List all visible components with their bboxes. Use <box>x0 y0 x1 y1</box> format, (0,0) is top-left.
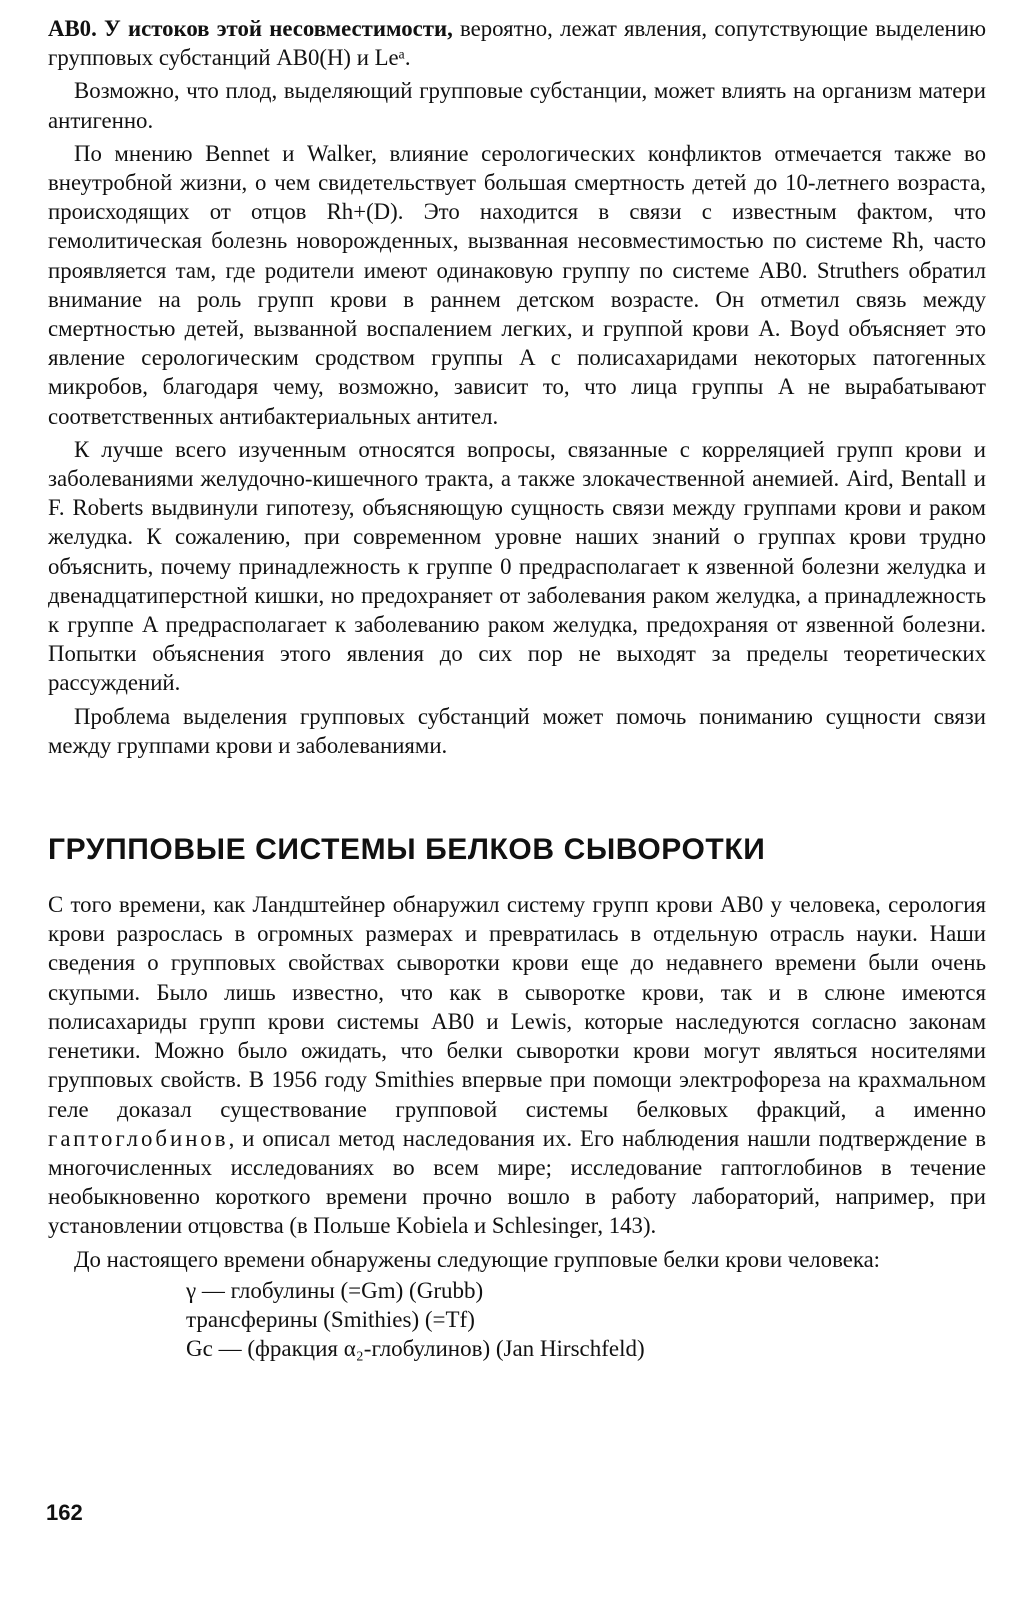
paragraph-2: Возможно, что плод, выделяющий групповые субстанции, может влиять на организм матери антигенно. <box>48 78 986 133</box>
section-paragraph <box>48 890 986 1240</box>
section-paragraph-spaced-term: гаптоглобинов <box>48 1125 229 1151</box>
paragraph-5: Проблема выделения групповых субстанций может помочь пониманию сущности связи между группами крови и заболеваниями. <box>48 703 986 758</box>
section-heading: ГРУППОВЫЕ СИСТЕМЫ БЕЛКОВ СЫВОРОТКИ <box>48 833 766 867</box>
paragraph-4: К лучше всего изученным относятся вопросы, связанные с корреляцией групп крови и заболеваниями желудочно-кишечного тракта, а также злокачественной анемией. Aird, Bentall и F. Roberts выдвинули гипотезу, объясняющую сущность связи между группами крови и раком желудка. К сожалению, при современном уровне наших знаний о группах крови трудно объяснить, почему принадлежность к группе 0 предрасполагает к язвенной болезни желудка и двенадцатиперстной кишки, но предохраняет от заболевания раком желудка, а принадлежность к группе A предрасполагает к заболеванию раком желудка, предохраняя от язвенной болезни. Попытки объяснения этого явления до сих пор не выходят за пределы теоретических рассуждений. <box>48 436 986 696</box>
list-item: γ — глобулины (=Gm) (Grubb) <box>186 1277 484 1303</box>
list-intro: До настоящего времени обнаружены следующие групповые белки крови человека: <box>74 1246 881 1272</box>
paragraph-1 <box>48 14 986 72</box>
list-item: Gc — (фракция α₂-глобулинов) (Jan Hirschfeld) <box>186 1335 645 1361</box>
section-paragraph-part-2: , и описал метод наследования их. Его наблюдения нашли подтверждение в многочисленных исследованиях во всем мире; исследование гаптоглобинов в течение необыкновенно короткого времени прочно вошло в работу лабораторий, например, при установлении отцовства (в Польше Kobiela и Schlesinger, 143). <box>48 1125 986 1239</box>
paragraph-1-lead: AB0. У истоков этой несовместимости, <box>48 16 453 41</box>
document-page <box>48 14 986 1363</box>
paragraph-3: По мнению Bennet и Walker, влияние серологических конфликтов отмечается также во внеутробной жизни, о чем свидетельствует большая смертность детей до 10-летнего возраста, происходящих от отцов Rh+(D). Это находится в связи с известным фактом, что гемолитическая болезнь новорожденных, вызванная несовместимостью по системе Rh, часто проявляется там, где родители имеют одинаковую группу по системе AB0. Struthers обратил внимание на роль групп крови в раннем детском возрасте. Он отметил связь между смертностью детей, вызванной воспалением легких, и группой крови A. Boyd объясняет это явление серологическим сродством группы A с полисахаридами некоторых патогенных микробов, благодаря чему, возможно, зависит то, что лица группы A не вырабатывают соответственных антибактериальных антител. <box>48 140 986 429</box>
list-item: трансферины (Smithies) (=Tf) <box>186 1306 475 1332</box>
section-paragraph-part-1: С того времени, как Ландштейнер обнаружил систему групп крови AB0 у человека, серология крови разрослась в огромных размерах и превратилась в отдельную отрасль науки. Наши сведения о групповых свойствах сыворотки крови еще до недавнего времени были очень скупыми. Было лишь известно, что как в сыворотке крови, так и в слюне имеются полисахариды групп крови системы AB0 и Lewis, которые наследуются согласно законам генетики. Можно было ожидать, что белки сыворотки крови могут являться носителями групповых свойств. В 1956 году Smithies впервые при помощи электрофореза на крахмальном геле доказал существование групповой системы белковых фракций, а именно <box>48 892 986 1122</box>
paragraph-1-rest: вероятно, лежат явления, сопутствующие выделению групповых субстанций AB0(H) и Leᵃ. <box>48 16 986 71</box>
page-number: 162 <box>46 1500 83 1525</box>
blood-protein-list <box>186 1276 986 1363</box>
